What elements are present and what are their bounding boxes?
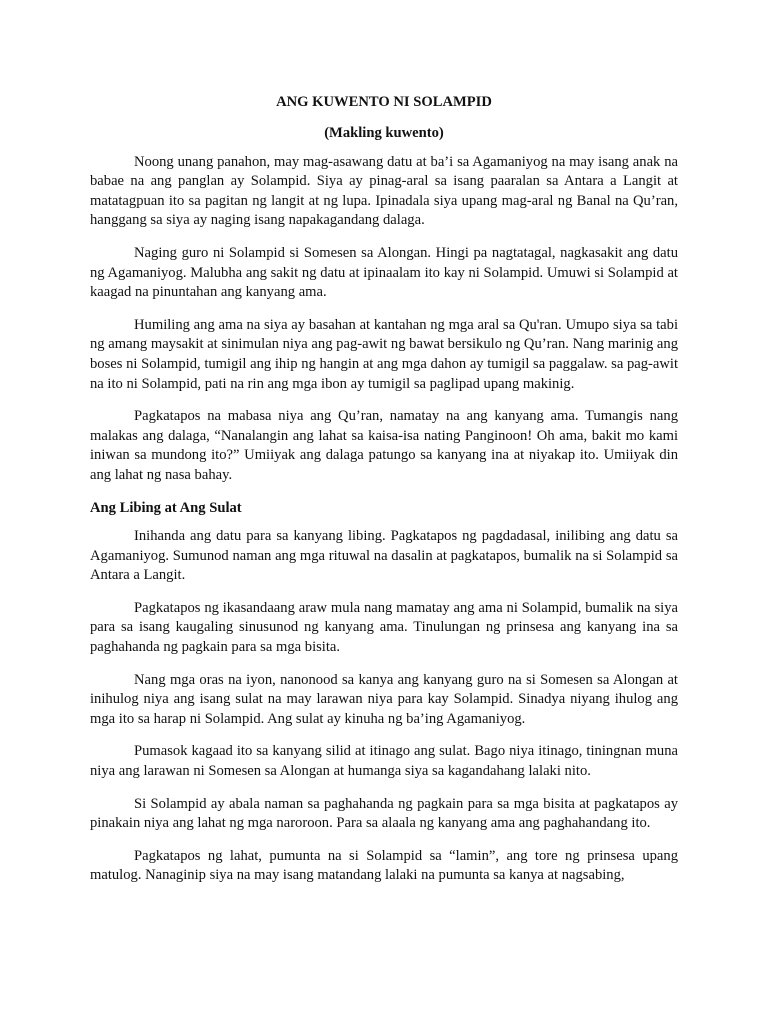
section-paragraph-6: Pagkatapos ng lahat, pumunta na si Solampid sa “lamin”, ang tore ng prinsesa upang matulog. Nanaginip siya na may isang matandang lalaki na pumunta sa kanya at nagsabing, xyxy=(90,847,678,884)
paragraph-2: Naging guro ni Solampid si Somesen sa Alongan. Hingi pa nagtatagal, nagkasakit ang datu ng Agamaniyog. Malubha ang sakit ng datu at ipinaalam ito kay ni Solampid. Umuwi si Solampid at kaagad na pinuntahan ang kanyang ama. xyxy=(90,244,678,301)
section-paragraph-1: Inihanda ang datu para sa kanyang libing. Pagkatapos ng pagdadasal, inilibing ang datu sa Agamaniyog. Sumunod naman ang mga rituwal na dasalin at pagkatapos, bumalik na si Solampid sa Antara a Langit. xyxy=(90,528,678,584)
paragraph-4: Pagkatapos na mabasa niya ang Qu’ran, namatay na ang kanyang ama. Tumangis nang malakas ang dalaga, “Nanalangin ang lahat sa kaisa-isa nating Panginoon! Oh ama, bakit mo kami iniwan sa mundong ito?” Umiiyak ang dalaga patungo sa kanyang ina at niyakap ito. Umiiyak din ang lahat ng nasa bahay. xyxy=(90,408,678,483)
paragraph-3: Humiling ang ama na siya ay basahan at kantahan ng mga aral sa Qu'ran. Umupo siya sa tabi ng amang maysakit at sinimulan niya ang pag-awit ng bawat bersikulo ng Qu’ran. Nang marinig ang boses ni Solampid, tumigil ang ihip ng hangin at ang mga dahon ay tumigil sa paggalaw. sa pag-awit na ito ni Solampid, pati na rin ang mga ibon ay tumigil sa paglipad upang makinig. xyxy=(90,316,678,392)
paragraph-1: Noong unang panahon, may mag-asawang datu at ba’i sa Agamaniyog na may isang anak na babae na ang panglan ay Solampid. Siya ay pinag-aral sa isang paaralan sa Antara a Langit at matatagpuan ito sa pagitan ng langit at ng lupa. Ipinadala siya upang mag-aral ng Banal na Qu’ran, hanggang sa siya ay naging isang napakagandang dalaga. xyxy=(90,153,678,229)
document-title: ANG KUWENTO NI SOLAMPID xyxy=(276,94,492,110)
section-heading: Ang Libing at Ang Sulat xyxy=(90,499,242,516)
section-paragraph-3: Nang mga oras na iyon, nanonood sa kanya ang kanyang guro na si Somesen sa Alongan at inihulog niya ang isang sulat na may larawan niya para kay Solampid. Sinadya niyang ihulog ang mga ito sa harap ni Solampid. Ang sulat ay kinuha ng ba’ing Agamaniyog. xyxy=(90,671,678,727)
document-page xyxy=(90,93,678,886)
document-subtitle: (Makling kuwento) xyxy=(324,125,444,141)
section-paragraph-4: Pumasok kagaad ito sa kanyang silid at itinago ang sulat. Bago niya itinago, tiningnan muna niya ang larawan ni Somesen sa Alongan at humanga siya sa kagandahang lalaki nito. xyxy=(90,743,678,780)
section-paragraph-5: Si Solampid ay abala naman sa paghahanda ng pagkain para sa mga bisita at pagkatapos ay pinakain niya ang lahat ng mga naroroon. Para sa alaala ng kanyang ama ang paghahandang ito. xyxy=(90,795,678,832)
section-paragraph-2: Pagkatapos ng ikasandaang araw mula nang mamatay ang ama ni Solampid, bumalik na siya para sa isang kaugaling sinusunod ng kanyang ama. Tinulungan ng prinsesa ang kanyang ina sa paghahanda ng pagkain para sa mga bisita. xyxy=(90,599,678,656)
